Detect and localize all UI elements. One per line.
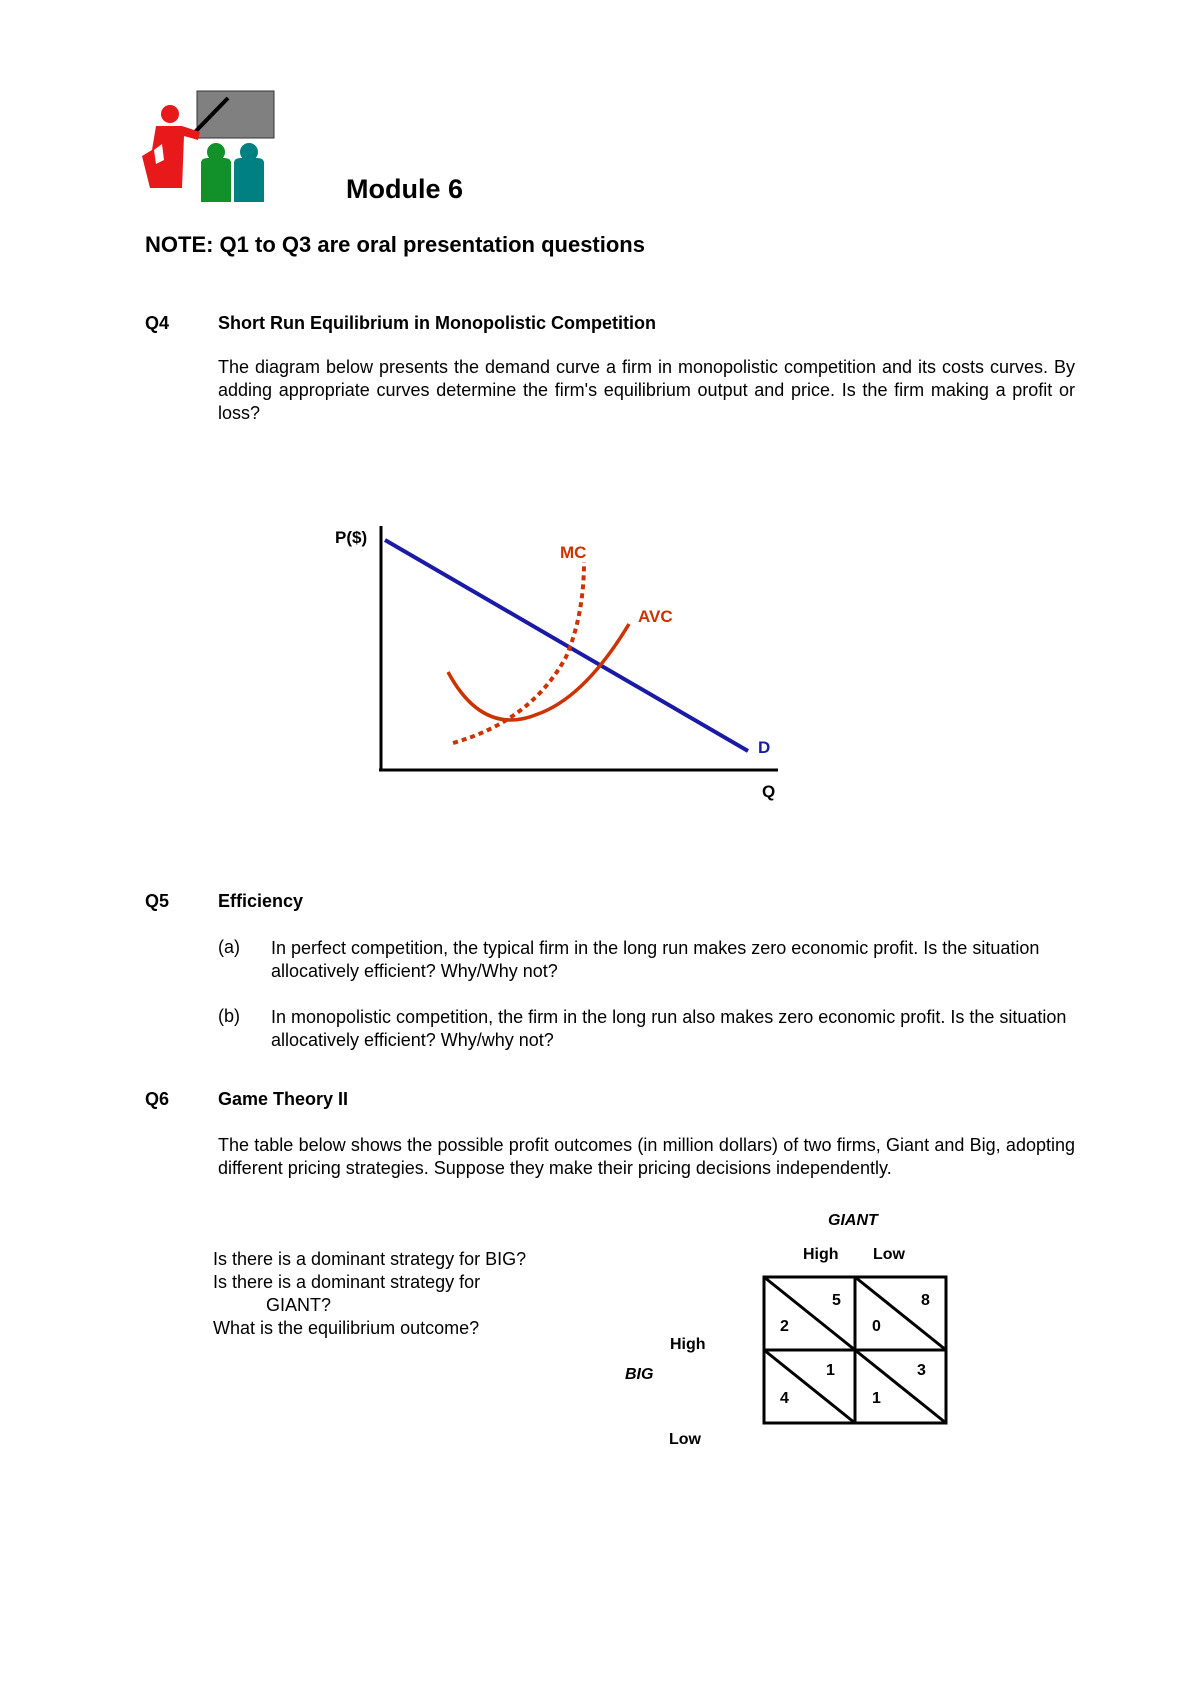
x-axis-label: Q [762,782,776,801]
avc-curve [448,624,629,720]
avc-label: AVC [638,607,673,626]
q6-prompt-2: Is there is a dominant strategy for [213,1272,481,1292]
payoff-lh-giant: 1 [826,1362,835,1379]
q6-prompt-3: GIANT? [266,1295,332,1315]
q5-item-a-label: (a) [218,937,240,957]
q4-number: Q4 [145,313,170,333]
y-axis-label: P($) [335,528,368,547]
payoff-lh-big: 4 [780,1390,789,1407]
column-strategy-high: High [803,1246,839,1263]
q5-item-a-text: In perfect competition, the typical firm in the long run makes zero economic profit. Is the situation allocatively efficient? Why/Why not? [271,938,1040,981]
row-strategy-high: High [670,1336,706,1353]
page-title: Module 6 [346,174,464,204]
payoff-matrix [610,1205,970,1455]
q6-prompt-4: What is the equilibrium outcome? [213,1318,480,1338]
q5-title: Efficiency [218,891,304,911]
payoff-hh-giant: 5 [832,1292,841,1309]
demand-curve [385,540,748,751]
row-player-label: BIG [625,1366,654,1383]
cost-demand-diagram [320,510,800,810]
note-text: NOTE: Q1 to Q3 are oral presentation questions [145,232,645,257]
q5-item-b-label: (b) [218,1006,240,1026]
q4-text: The diagram below presents the demand curve a firm in monopolistic competition and its costs curves. By adding appropriate curves determine the firm's equilibrium output and price. Is the firm making a profit or loss? [218,357,1075,423]
q6-number: Q6 [145,1089,170,1109]
presenter-with-audience-icon [140,88,275,206]
q6-text: The table below shows the possible profit outcomes (in million dollars) of two firms, Giant and Big, adopting different pricing strategies. Suppose they make their pricing decisions independently. [218,1135,1075,1178]
q6-prompt-1: Is there is a dominant strategy for BIG? [213,1249,527,1269]
q5-item-b-text: In monopolistic competition, the firm in the long run also makes zero economic profit. Is the situation allocatively efficient? Why/why not? [271,1007,1067,1050]
demand-label: D [758,738,771,757]
payoff-ll-big: 1 [872,1390,881,1407]
q5-number: Q5 [145,891,170,911]
mc-label: MC [560,543,587,562]
q4-title: Short Run Equilibrium in Monopolistic Competition [218,313,656,333]
q6-title: Game Theory II [218,1089,349,1109]
column-player-label: GIANT [828,1212,878,1229]
payoff-hl-big: 0 [872,1318,881,1335]
row-strategy-low: Low [669,1431,701,1448]
payoff-hh-big: 2 [780,1318,789,1335]
payoff-ll-giant: 3 [917,1362,926,1379]
payoff-hl-giant: 8 [921,1292,930,1309]
column-strategy-low: Low [873,1246,905,1263]
